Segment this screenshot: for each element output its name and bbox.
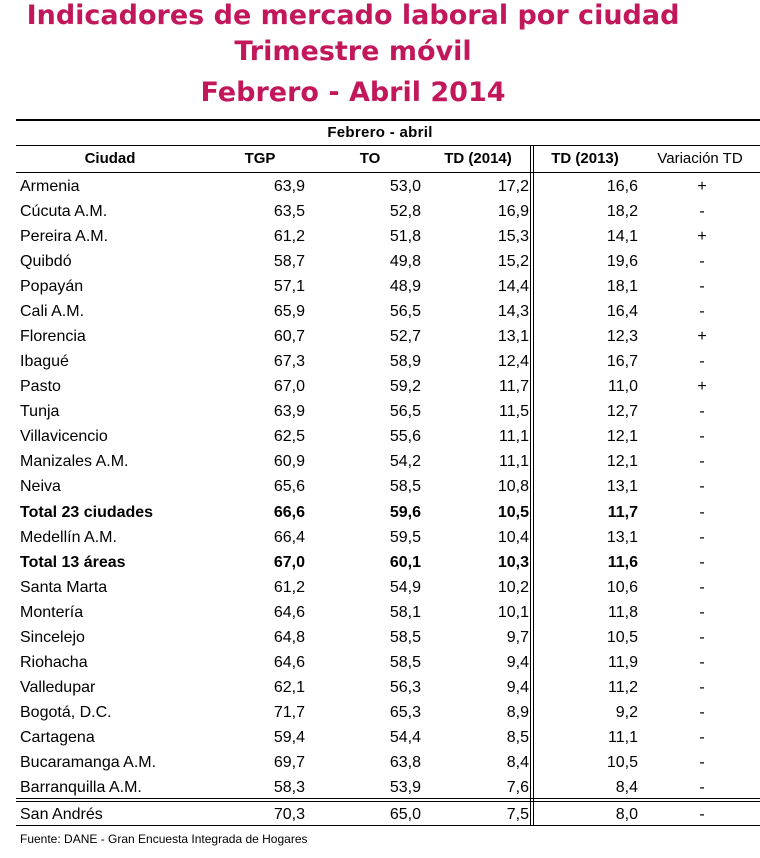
table-row bbox=[0, 274, 760, 299]
header-td-2014: TD (2014) bbox=[444, 150, 512, 167]
cell-ciudad: Total 23 ciudades bbox=[20, 503, 154, 521]
table-row bbox=[0, 374, 760, 399]
cell-td-2013: 16,4 bbox=[606, 303, 638, 321]
cell-ciudad: Villavicencio bbox=[20, 428, 108, 446]
page-period-title: Febrero - Abril 2014 bbox=[200, 77, 506, 108]
cell-variacion-td: - bbox=[699, 653, 705, 671]
cell-tgp: 67,3 bbox=[273, 353, 305, 371]
cell-tgp: 65,9 bbox=[273, 303, 305, 321]
cell-td-2013: 16,6 bbox=[606, 178, 638, 195]
cell-ciudad: Santa Marta bbox=[20, 578, 108, 596]
cell-td-2013: 11,8 bbox=[608, 603, 638, 621]
cell-ciudad: Barranquilla A.M. bbox=[20, 778, 142, 796]
cell-td-2014: 8,4 bbox=[506, 753, 529, 771]
cell-variacion-td: + bbox=[697, 178, 707, 195]
cell-td-2014: 10,2 bbox=[497, 578, 529, 596]
cell-td-2013: 19,6 bbox=[606, 253, 638, 271]
cell-td-2014: 10,4 bbox=[497, 528, 529, 546]
header-td-2013: TD (2013) bbox=[551, 150, 619, 167]
cell-variacion-td: - bbox=[699, 353, 705, 371]
cell-td-2013: 12,1 bbox=[606, 428, 638, 446]
cell-to: 56,5 bbox=[389, 303, 421, 321]
cell-variacion-td: - bbox=[699, 578, 705, 596]
cell-tgp: 58,3 bbox=[273, 778, 305, 796]
cell-tgp: 65,6 bbox=[273, 478, 305, 496]
cell-to: 65,0 bbox=[389, 806, 421, 823]
cell-td-2014: 17,2 bbox=[497, 178, 529, 195]
cell-ciudad: San Andrés bbox=[20, 806, 103, 823]
cell-variacion-td: - bbox=[699, 778, 705, 796]
cell-ciudad: Cali A.M. bbox=[20, 303, 85, 321]
cell-td-2014: 11,1 bbox=[499, 428, 529, 446]
period-divider bbox=[16, 145, 760, 146]
cell-to: 52,8 bbox=[389, 203, 421, 221]
cell-ciudad: Pereira A.M. bbox=[20, 228, 109, 246]
cell-variacion-td: - bbox=[699, 553, 705, 571]
cell-variacion-td: - bbox=[699, 806, 705, 823]
cell-to: 55,6 bbox=[389, 428, 421, 446]
cell-ciudad: Bogotá, D.C. bbox=[20, 703, 112, 721]
table-row bbox=[0, 199, 760, 224]
cell-to: 65,3 bbox=[389, 703, 421, 721]
table-row bbox=[0, 625, 760, 650]
cell-td-2014: 10,3 bbox=[497, 553, 529, 571]
cell-variacion-td: - bbox=[699, 303, 705, 321]
cell-tgp: 63,5 bbox=[273, 203, 305, 221]
cell-variacion-td: - bbox=[699, 728, 705, 746]
table-row bbox=[0, 600, 760, 625]
cell-to: 58,1 bbox=[389, 603, 421, 621]
cell-variacion-td: + bbox=[697, 228, 707, 246]
cell-td-2013: 16,7 bbox=[606, 353, 638, 371]
cell-ciudad: Cartagena bbox=[20, 728, 95, 746]
cell-tgp: 59,4 bbox=[273, 728, 305, 746]
cell-ciudad: Florencia bbox=[20, 328, 86, 346]
table-top-border bbox=[16, 119, 760, 121]
cell-td-2013: 10,5 bbox=[606, 628, 638, 646]
table-row bbox=[0, 675, 760, 700]
header-variacion-td: Variación TD bbox=[657, 150, 743, 167]
table-row bbox=[0, 249, 760, 274]
cell-to: 53,0 bbox=[389, 178, 421, 195]
table-row bbox=[0, 324, 760, 349]
cell-td-2014: 7,5 bbox=[506, 806, 529, 823]
cell-variacion-td: - bbox=[699, 478, 705, 496]
cell-td-2014: 10,8 bbox=[497, 478, 529, 496]
cell-tgp: 58,7 bbox=[273, 253, 305, 271]
table-row bbox=[0, 700, 760, 725]
cell-ciudad: Bucaramanga A.M. bbox=[20, 753, 157, 771]
cell-tgp: 60,7 bbox=[273, 328, 305, 346]
cell-tgp: 62,5 bbox=[273, 428, 305, 446]
table-row bbox=[0, 474, 760, 499]
cell-td-2014: 14,4 bbox=[497, 278, 529, 296]
cell-ciudad: Valledupar bbox=[20, 678, 96, 696]
table-row bbox=[0, 650, 760, 675]
cell-to: 54,2 bbox=[389, 453, 421, 471]
cell-to: 49,8 bbox=[389, 253, 421, 271]
header-divider bbox=[16, 172, 760, 173]
cell-ciudad: Pasto bbox=[20, 378, 61, 396]
cell-td-2013: 13,1 bbox=[606, 528, 638, 546]
table-row bbox=[0, 775, 760, 800]
cell-td-2014: 14,3 bbox=[497, 303, 529, 321]
cell-td-2014: 7,6 bbox=[506, 778, 529, 796]
cell-td-2013: 12,1 bbox=[606, 453, 638, 471]
table-row bbox=[0, 802, 760, 827]
cell-td-2014: 8,5 bbox=[506, 728, 529, 746]
cell-td-2013: 11,7 bbox=[607, 503, 638, 521]
cell-tgp: 62,1 bbox=[273, 678, 305, 696]
period-header: Febrero - abril bbox=[327, 124, 433, 141]
cell-td-2013: 12,3 bbox=[606, 328, 638, 346]
table-row bbox=[0, 399, 760, 424]
cell-to: 60,1 bbox=[389, 553, 421, 571]
cell-to: 54,4 bbox=[389, 728, 421, 746]
cell-ciudad: Neiva bbox=[20, 478, 61, 496]
cell-tgp: 61,2 bbox=[273, 228, 305, 246]
header-to: TO bbox=[359, 150, 381, 167]
cell-tgp: 71,7 bbox=[273, 703, 305, 721]
cell-to: 63,8 bbox=[389, 753, 421, 771]
cell-tgp: 63,9 bbox=[273, 403, 305, 421]
cell-td-2013: 11,2 bbox=[608, 678, 638, 696]
cell-variacion-td: - bbox=[699, 678, 705, 696]
cell-ciudad: Sincelejo bbox=[20, 628, 85, 646]
cell-variacion-td: - bbox=[699, 203, 705, 221]
cell-td-2013: 13,1 bbox=[606, 478, 638, 496]
cell-tgp: 66,4 bbox=[273, 528, 305, 546]
cell-variacion-td: - bbox=[699, 703, 705, 721]
cell-td-2014: 10,5 bbox=[497, 503, 529, 521]
cell-to: 58,9 bbox=[389, 353, 421, 371]
cell-td-2014: 9,7 bbox=[506, 628, 529, 646]
cell-tgp: 67,0 bbox=[273, 553, 305, 571]
table-row bbox=[0, 299, 760, 324]
cell-ciudad: Quibdó bbox=[20, 253, 72, 271]
cell-to: 48,9 bbox=[389, 278, 421, 296]
cell-tgp: 61,2 bbox=[273, 578, 305, 596]
cell-td-2013: 10,6 bbox=[606, 578, 638, 596]
table-row bbox=[0, 550, 760, 575]
cell-tgp: 69,7 bbox=[273, 753, 305, 771]
page-title: Indicadores de mercado laboral por ciudad bbox=[26, 0, 680, 31]
cell-variacion-td: - bbox=[699, 403, 705, 421]
cell-variacion-td: - bbox=[699, 278, 705, 296]
cell-td-2013: 8,4 bbox=[615, 778, 638, 796]
cell-ciudad: Medellín A.M. bbox=[20, 528, 117, 546]
cell-ciudad: Total 13 áreas bbox=[20, 553, 126, 571]
cell-td-2014: 11,1 bbox=[499, 453, 529, 471]
cell-tgp: 60,9 bbox=[273, 453, 305, 471]
table-row bbox=[0, 575, 760, 600]
cell-variacion-td: - bbox=[699, 603, 705, 621]
cell-td-2013: 11,1 bbox=[608, 728, 638, 746]
cell-tgp: 67,0 bbox=[273, 378, 305, 396]
cell-td-2013: 11,0 bbox=[608, 378, 638, 396]
source-note: Fuente: DANE - Gran Encuesta Integrada de Hogares bbox=[20, 832, 308, 846]
cell-td-2014: 15,3 bbox=[497, 228, 529, 246]
cell-to: 59,6 bbox=[389, 503, 421, 521]
header-tgp: TGP bbox=[244, 150, 276, 167]
cell-tgp: 63,9 bbox=[273, 178, 305, 195]
cell-ciudad: Ibagué bbox=[20, 353, 69, 371]
cell-ciudad: Manizales A.M. bbox=[20, 453, 129, 471]
table-row bbox=[0, 750, 760, 775]
cell-variacion-td: - bbox=[699, 453, 705, 471]
cell-td-2013: 9,2 bbox=[615, 703, 638, 721]
cell-tgp: 70,3 bbox=[273, 806, 305, 823]
cell-td-2014: 11,5 bbox=[499, 403, 529, 421]
table-row bbox=[0, 500, 760, 525]
cell-to: 59,2 bbox=[389, 378, 421, 396]
cell-ciudad: Tunja bbox=[20, 403, 60, 421]
cell-to: 54,9 bbox=[389, 578, 421, 596]
cell-ciudad: Popayán bbox=[20, 278, 84, 296]
cell-td-2013: 11,9 bbox=[608, 653, 638, 671]
cell-ciudad: Montería bbox=[20, 603, 84, 621]
cell-variacion-td: - bbox=[699, 753, 705, 771]
cell-ciudad: Armenia bbox=[20, 178, 80, 195]
cell-to: 56,3 bbox=[389, 678, 421, 696]
cell-td-2014: 16,9 bbox=[497, 203, 529, 221]
cell-variacion-td: + bbox=[697, 328, 707, 346]
cell-td-2013: 12,7 bbox=[606, 403, 638, 421]
cell-variacion-td: + bbox=[697, 378, 707, 396]
cell-to: 52,7 bbox=[389, 328, 421, 346]
table-row bbox=[0, 349, 760, 374]
cell-td-2014: 13,1 bbox=[497, 328, 529, 346]
cell-to: 56,5 bbox=[389, 403, 421, 421]
cell-tgp: 64,6 bbox=[273, 603, 305, 621]
cell-to: 58,5 bbox=[389, 653, 421, 671]
cell-td-2013: 11,6 bbox=[607, 553, 638, 571]
cell-td-2013: 18,1 bbox=[606, 278, 638, 296]
table-row bbox=[0, 224, 760, 249]
cell-variacion-td: - bbox=[699, 628, 705, 646]
table-row bbox=[0, 449, 760, 474]
cell-variacion-td: - bbox=[699, 253, 705, 271]
page-subtitle: Trimestre móvil bbox=[234, 36, 472, 67]
cell-tgp: 57,1 bbox=[273, 278, 305, 296]
cell-variacion-td: - bbox=[699, 428, 705, 446]
table-row bbox=[0, 725, 760, 750]
table-row bbox=[0, 424, 760, 449]
cell-to: 58,5 bbox=[389, 478, 421, 496]
cell-td-2013: 8,0 bbox=[615, 806, 638, 823]
cell-to: 51,8 bbox=[389, 228, 421, 246]
cell-variacion-td: - bbox=[699, 503, 705, 521]
header-ciudad: Ciudad bbox=[84, 150, 136, 167]
cell-td-2014: 11,7 bbox=[499, 378, 529, 396]
cell-to: 58,5 bbox=[389, 628, 421, 646]
cell-td-2013: 18,2 bbox=[606, 203, 638, 221]
cell-tgp: 64,6 bbox=[273, 653, 305, 671]
cell-td-2013: 14,1 bbox=[606, 228, 638, 246]
cell-td-2014: 9,4 bbox=[506, 678, 529, 696]
cell-td-2013: 10,5 bbox=[606, 753, 638, 771]
table-row bbox=[0, 525, 760, 550]
cell-ciudad: Riohacha bbox=[20, 653, 88, 671]
cell-tgp: 64,8 bbox=[273, 628, 305, 646]
table-row bbox=[0, 174, 760, 199]
cell-to: 53,9 bbox=[389, 778, 421, 796]
cell-variacion-td: - bbox=[699, 528, 705, 546]
cell-td-2014: 8,9 bbox=[506, 703, 529, 721]
cell-td-2014: 15,2 bbox=[497, 253, 529, 271]
cell-td-2014: 12,4 bbox=[497, 353, 529, 371]
cell-ciudad: Cúcuta A.M. bbox=[20, 203, 108, 221]
cell-tgp: 66,6 bbox=[273, 503, 305, 521]
cell-td-2014: 10,1 bbox=[497, 603, 529, 621]
cell-td-2014: 9,4 bbox=[506, 653, 529, 671]
cell-to: 59,5 bbox=[389, 528, 421, 546]
